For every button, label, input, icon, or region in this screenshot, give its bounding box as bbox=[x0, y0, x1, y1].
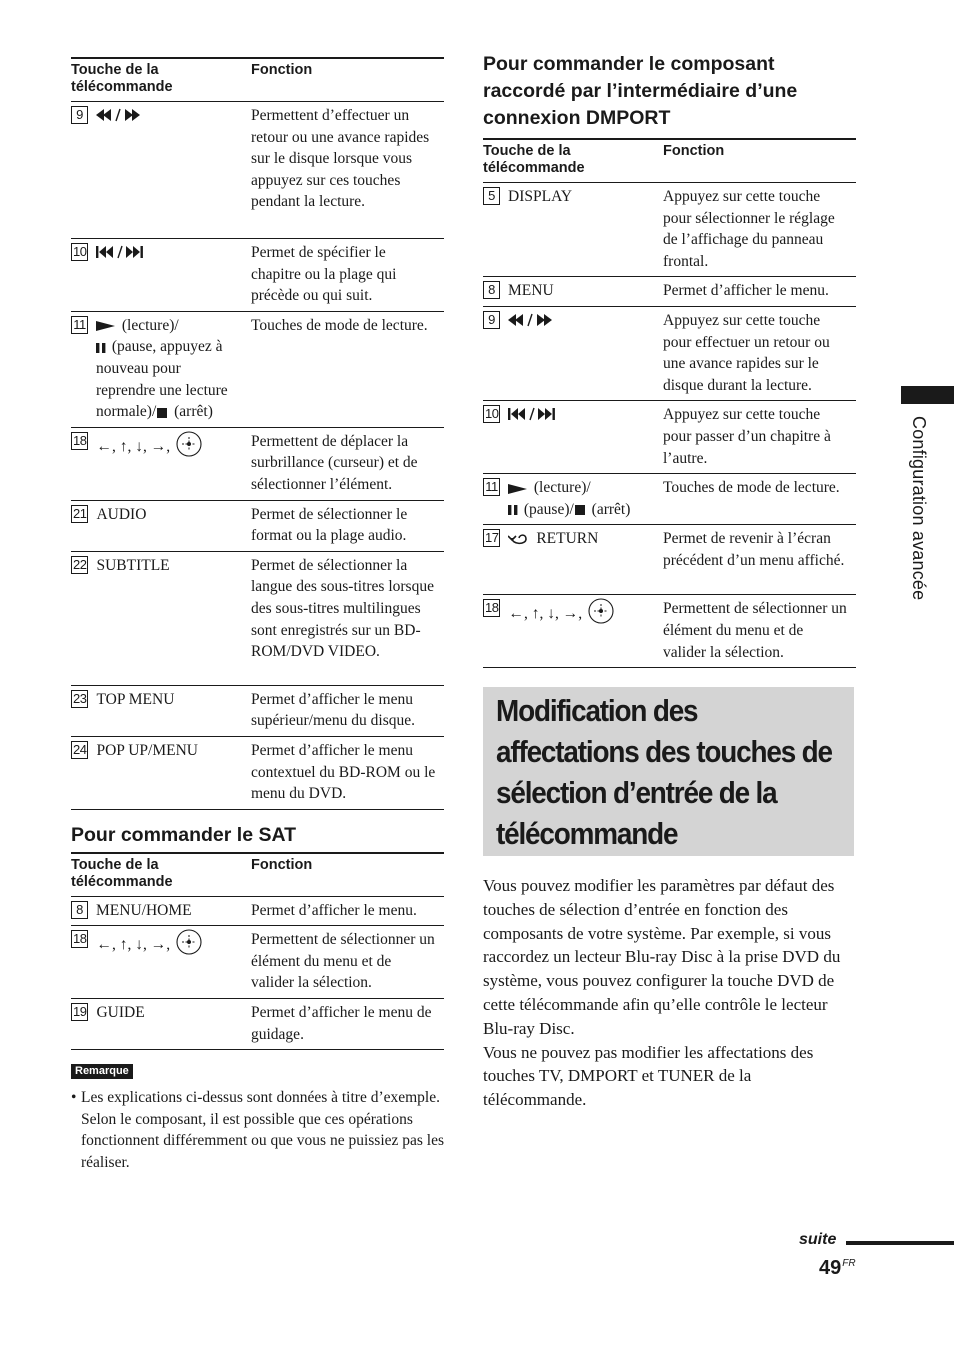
key-number: 9 bbox=[71, 106, 88, 124]
side-tab-marker bbox=[901, 386, 954, 404]
key-number: 8 bbox=[483, 281, 500, 299]
key-number: 11 bbox=[483, 478, 500, 496]
table-row bbox=[71, 311, 444, 427]
dmport-heading: Pour commander le composant raccordé par l’intermédiaire d’une connexion DMPORT bbox=[483, 53, 798, 129]
function-desc: Appuyez sur cette touche pour effectuer un retour ou une avance rapides sur le disque durant la lecture. bbox=[663, 306, 856, 400]
key-label: GUIDE bbox=[96, 1004, 145, 1022]
table-row bbox=[71, 427, 444, 500]
stop-label: (arrêt) bbox=[174, 403, 213, 421]
function-desc: Appuyez sur cette touche pour sélectionner le réglage de l’affichage du panneau frontal. bbox=[663, 183, 856, 277]
rewind-fast-forward-icon bbox=[96, 108, 158, 122]
section-body bbox=[483, 874, 855, 1112]
function-desc: Permet d’afficher le menu supérieur/menu du disque. bbox=[251, 685, 444, 736]
table-row bbox=[71, 551, 444, 685]
enter-circle-icon bbox=[588, 598, 614, 624]
table-row bbox=[71, 896, 444, 926]
function-desc: Permet de spécifier le chapitre ou la plage qui précède ou qui suit. bbox=[251, 239, 444, 312]
key-number: 8 bbox=[71, 901, 88, 919]
key-number: 5 bbox=[483, 187, 500, 205]
play-icon bbox=[96, 320, 118, 332]
header-key: Touche de la télécommande bbox=[483, 139, 663, 183]
table-row bbox=[71, 736, 444, 809]
table-row bbox=[71, 500, 444, 551]
table-row bbox=[71, 999, 444, 1050]
key-number: 18 bbox=[73, 931, 87, 947]
function-desc: Permet de revenir à l’écran précédent d’un menu affiché. bbox=[663, 525, 856, 595]
key-number: 11 bbox=[71, 316, 88, 334]
function-desc: Permet d’afficher le menu contextuel du BD-ROM ou le menu du DVD. bbox=[251, 736, 444, 809]
table-row bbox=[483, 277, 856, 307]
table-row bbox=[71, 102, 444, 239]
key-label: TOP MENU bbox=[96, 690, 175, 708]
side-tab-label: Configuration avancée bbox=[909, 416, 929, 601]
key-number: 10 bbox=[73, 244, 87, 259]
section-banner bbox=[483, 687, 854, 856]
header-key: Touche de la télécommande bbox=[71, 853, 251, 897]
note-body: Les explications ci-dessus sont données à titre d’exemple. Selon le composant, il est possible que ces opérations fonctionnent différemment ou que vous ne puissiez pas les réaliser. bbox=[81, 1089, 445, 1171]
key-label: MENU/HOME bbox=[96, 901, 192, 919]
key-label: RETURN bbox=[536, 530, 599, 548]
key-label: POP UP/MENU bbox=[96, 741, 198, 759]
key-label: SUBTITLE bbox=[96, 556, 170, 574]
table-row bbox=[71, 239, 444, 312]
previous-next-icon bbox=[96, 245, 168, 259]
table-header-row bbox=[71, 853, 444, 897]
table-row bbox=[71, 685, 444, 736]
key-number: 24 bbox=[73, 741, 87, 757]
body-paragraph-1: Vous pouvez modifier les paramètres par défaut des touches de sélection d’entrée en fonction des composants de votre système. Par exemple, si vous raccordez un lecteur Blu-ray Disc à la prise DVD du système, vous pouvez configurer la touche DVD de cette télécommande afin qu’elle contrôle le lecteur Blu-ray Disc. bbox=[483, 876, 841, 1038]
page-language: FR bbox=[842, 1258, 856, 1269]
enter-circle-icon bbox=[176, 929, 202, 955]
page-number bbox=[819, 1257, 856, 1280]
key-number: 19 bbox=[73, 1004, 87, 1020]
function-desc: Permet de sélectionner le format ou la plage audio. bbox=[251, 500, 444, 551]
return-icon bbox=[508, 533, 532, 547]
header-function: Fonction bbox=[251, 58, 444, 102]
key-label: MENU bbox=[508, 282, 554, 300]
continued-bar bbox=[846, 1241, 954, 1245]
pause-label: (pause, appuyez à nouveau pour reprendre une lecture normale)/ bbox=[96, 338, 228, 421]
pause-label: (pause)/ bbox=[523, 500, 574, 518]
dmport-keys-table bbox=[483, 138, 856, 668]
function-desc: Permettent de sélectionner un élément du menu et de valider la sélection. bbox=[663, 595, 856, 668]
table-row bbox=[483, 525, 856, 595]
play-label: (lecture)/ bbox=[533, 479, 591, 497]
previous-next-icon bbox=[508, 407, 580, 421]
function-desc: Permet d’afficher le menu. bbox=[663, 277, 856, 307]
key-number: 21 bbox=[73, 505, 87, 521]
left-column bbox=[71, 0, 444, 1050]
key-number: 18 bbox=[485, 600, 499, 616]
header-function: Fonction bbox=[663, 139, 856, 183]
function-desc: Permettent de sélectionner un élément du menu et de valider la sélection. bbox=[251, 926, 444, 999]
enter-circle-icon bbox=[176, 431, 202, 457]
arrow-keys-label: ←, ↑, ↓, →, bbox=[96, 936, 171, 954]
arrow-keys-label: ←, ↑, ↓, →, bbox=[508, 605, 583, 623]
function-desc: Touches de mode de lecture. bbox=[663, 474, 856, 525]
table-row bbox=[483, 306, 856, 400]
header-function: Fonction bbox=[251, 853, 444, 897]
function-desc: Permet de sélectionner la langue des sous-titres lorsque des sous-titres multilingues sont enregistrés sur un BD-ROM/DVD VIDEO. bbox=[251, 551, 444, 685]
key-number: 17 bbox=[485, 530, 499, 546]
arrow-keys-label: ←, ↑, ↓, →, bbox=[96, 437, 171, 455]
body-paragraph-2: Vous ne pouvez pas modifier les affectations des touches TV, DMPORT et TUNER de la télécommande. bbox=[483, 1042, 814, 1110]
key-number: 9 bbox=[483, 311, 500, 329]
sat-keys-table bbox=[71, 852, 444, 1051]
sat-heading: Pour commander le SAT bbox=[71, 823, 297, 846]
table-row bbox=[483, 401, 856, 474]
pause-icon bbox=[508, 504, 520, 516]
section-title: Modification des affectations des touches de sélection d’entrée de la télécommande bbox=[496, 693, 832, 851]
table-header-row bbox=[483, 139, 856, 183]
table-row bbox=[483, 474, 856, 525]
table-row bbox=[483, 183, 856, 277]
key-number: 23 bbox=[73, 690, 87, 706]
play-icon bbox=[508, 483, 530, 495]
function-desc: Appuyez sur cette touche pour passer d’un chapitre à l’autre. bbox=[663, 401, 856, 474]
right-column bbox=[483, 0, 856, 668]
rewind-fast-forward-icon bbox=[508, 313, 570, 327]
stop-label: (arrêt) bbox=[591, 500, 631, 518]
note-bullet: • bbox=[71, 1089, 77, 1106]
stop-icon bbox=[156, 407, 170, 419]
function-desc: Permet d’afficher le menu de guidage. bbox=[251, 999, 444, 1050]
table-row bbox=[483, 595, 856, 668]
function-desc: Touches de mode de lecture. bbox=[251, 311, 444, 427]
key-label: DISPLAY bbox=[508, 188, 573, 205]
note-text bbox=[71, 1087, 446, 1173]
stop-icon bbox=[574, 504, 588, 516]
play-label: (lecture)/ bbox=[121, 316, 179, 334]
page-number-value: 49 bbox=[819, 1257, 842, 1279]
continued-label: suite bbox=[799, 1231, 837, 1248]
function-desc: Permettent de déplacer la surbrillance (curseur) et de sélectionner l’élément. bbox=[251, 427, 444, 500]
remote-keys-table bbox=[71, 57, 444, 810]
key-number: 10 bbox=[485, 406, 499, 422]
pause-icon bbox=[96, 342, 108, 354]
key-number: 18 bbox=[73, 432, 87, 448]
key-number: 22 bbox=[73, 556, 87, 572]
table-row bbox=[71, 926, 444, 999]
key-label: AUDIO bbox=[96, 505, 147, 523]
table-header-row bbox=[71, 58, 444, 102]
note-label: Remarque bbox=[71, 1064, 133, 1079]
function-desc: Permettent d’effectuer un retour ou une avance rapides sur le disque lorsque vous appuyez sur ces touches pendant la lecture. bbox=[251, 102, 444, 239]
function-desc: Permet d’afficher le menu. bbox=[251, 896, 444, 926]
header-key: Touche de la télécommande bbox=[71, 58, 251, 102]
